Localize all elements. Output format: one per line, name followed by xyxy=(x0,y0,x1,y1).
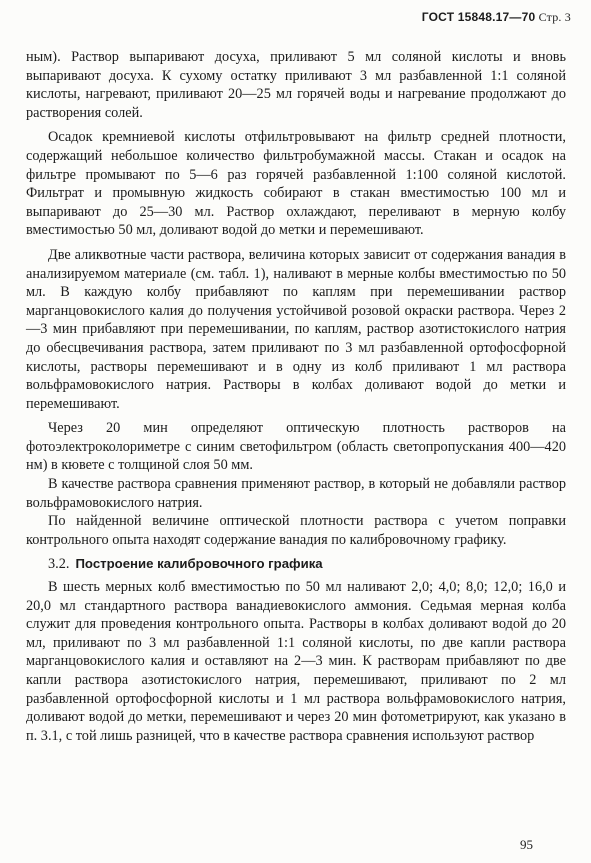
page-label: Стр. 3 xyxy=(538,10,571,24)
paragraph: По найденной величине оптической плотности раствора с учетом поправки контрольного опыта находят содержание ванадия по калибровочному графику. xyxy=(26,513,566,548)
page-number: 95 xyxy=(520,837,533,852)
standard-number: ГОСТ 15848.17—70 xyxy=(421,10,536,24)
page-header xyxy=(422,10,571,25)
paragraph: Через 20 мин определяют оптическую плотность растворов на фотоэлектроколориметре с синим светофильтром (область светопропускания 400—420 нм) в кювете с толщиной слоя 50 мм. xyxy=(26,420,566,474)
section-title: Построение калибровочного графика xyxy=(75,556,323,572)
paragraph: Две аликвотные части раствора, величина которых зависит от содержания ванадия в анализируемом материале (см. табл. 1), наливают в мерные колбы вместимостью по 50 мл. В каждую колбу прибавляют по каплям при перемешивании раствор марганцовокислого калия до получения устойчивой розовой окраски раствора. Через 2—3 мин прибавляют при перемешивании, по каплям, раствор азотистокислого натрия до обесцвечивания раствора, затем приливают по 3 мл разбавленной ортофосфорной кислоты, растворы перемешивают и в одну из колб приливают 1 мл раствора вольфрамовокислого натрия. Растворы в колбах доливают водой до метки и перемешивают. xyxy=(26,246,566,412)
section-heading xyxy=(26,555,566,574)
paragraph: В качестве раствора сравнения применяют раствор, в который не добавляли раствор вольфрамовокислого натрия. xyxy=(26,476,566,511)
document-body xyxy=(26,48,566,751)
section-number: 3.2. xyxy=(48,556,70,573)
paragraph: ным). Раствор выпаривают досуха, приливают 5 мл соляной кислоты и вновь выпаривают досуха. К сухому остатку приливают 3 мл разбавленной 1:1 соляной кислоты, нагревают, приливают 20—25 мл горячей воды и нагревание продолжают до растворения солей. xyxy=(26,49,566,121)
paragraph: В шесть мерных колб вместимостью по 50 мл наливают 2,0; 4,0; 8,0; 12,0; 16,0 и 20,0 мл стандартного раствора ванадиевокислого аммония. Седьмая мерная колба служит для проведения контрольного опыта. Растворы в колбах доливают водой до 20 мл, приливают по 3 мл разбавленной 1:1 соляной кислоты, по две капли раствора марганцовокислого калия и оставляют на 2—3 мин. К растворам прибавляют по две капли раствора азотистокислого натрия, перемешивают, приливают по 2 мл разбавленной ортофосфорной кислоты и 1 мл раствора вольфрамовокислого натрия, доливают водой до метки, перемешивают и через 20 мин фотометрируют, как указано в п. 3.1, с той лишь разницей, что в качестве раствора сравнения используют раствор xyxy=(26,579,566,744)
paragraph: Осадок кремниевой кислоты отфильтровывают на фильтр средней плотности, содержащий небольшое количество фильтробумажной массы. Стакан и осадок на фильтре промывают по 5—6 раз горячей разбавленной 1:100 соляной кислотой. Фильтрат и промывную жидкость собирают в стакан вместимостью 100 мл и выпаривают до 25—30 мл. Раствор охлаждают, переливают в мерную колбу вместимостью 50 мл, доливают водой до метки и перемешивают. xyxy=(26,129,566,239)
